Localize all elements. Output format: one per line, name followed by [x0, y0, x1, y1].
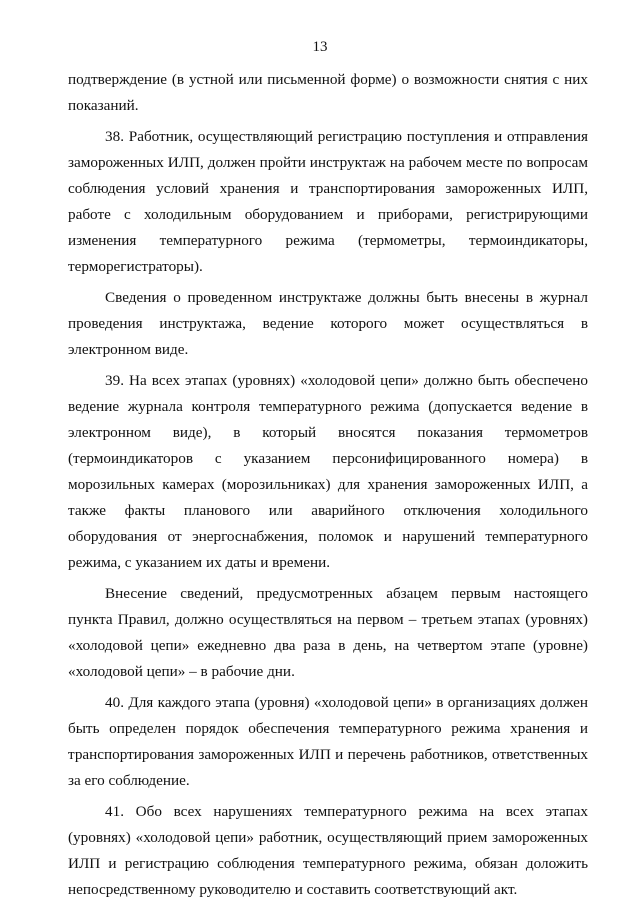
- paragraph-item-38-briefing-record: Сведения о проведенном инструктаже должны быть внесены в журнал проведения инструктажа, ведение которого может осуществляться в электронном виде.: [68, 289, 588, 358]
- paragraph-continuation: подтверждение (в устной или письменной форме) о возможности снятия с них показаний.: [68, 71, 588, 114]
- document-body: [68, 67, 588, 903]
- paragraph-item-41: 41. Обо всех нарушениях температурного режима на всех этапах (уровнях) «холодовой цепи» работник, осуществляющий прием замороженных ИЛП и регистрацию соблюдения температурного режима, обязан доложить непосредственному руководителю и составить соответствующий акт.: [68, 803, 588, 898]
- paragraph-item-39-recording-frequency: Внесение сведений, предусмотренных абзацем первым настоящего пункта Правил, должно осуществляться на первом – третьем этапах (уровнях) «холодовой цепи» ежедневно два раза в день, на четвертом этапе (уровне) «холодовой цепи» – в рабочие дни.: [68, 585, 588, 680]
- paragraph-item-40: 40. Для каждого этапа (уровня) «холодовой цепи» в организациях должен быть определен порядок обеспечения температурного режима хранения и транспортирования замороженных ИЛП и перечень работников, ответственных за его соблюдение.: [68, 694, 588, 789]
- paragraph-item-39: 39. На всех этапах (уровнях) «холодовой цепи» должно быть обеспечено ведение журнала контроля температурного режима (допускается ведение в электронном виде), в который вносятся показания термометров (термоиндикаторов с указанием персонифицированного номера) в морозильных камерах (морозильниках) для хранения замороженных ИЛП, а также факты планового или аварийного отключения холодильного оборудования от энергоснабжения, поломок и нарушений температурного режима, с указанием их даты и времени.: [68, 372, 588, 571]
- paragraph-item-38: 38. Работник, осуществляющий регистрацию поступления и отправления замороженных ИЛП, должен пройти инструктаж на рабочем месте по вопросам соблюдения условий хранения и транспортирования замороженных ИЛП, работе с холодильным оборудованием и приборами, регистрирующими изменения температурного режима (термометры, термоиндикаторы, терморегистраторы).: [68, 128, 588, 275]
- page-number: 13: [312, 39, 328, 55]
